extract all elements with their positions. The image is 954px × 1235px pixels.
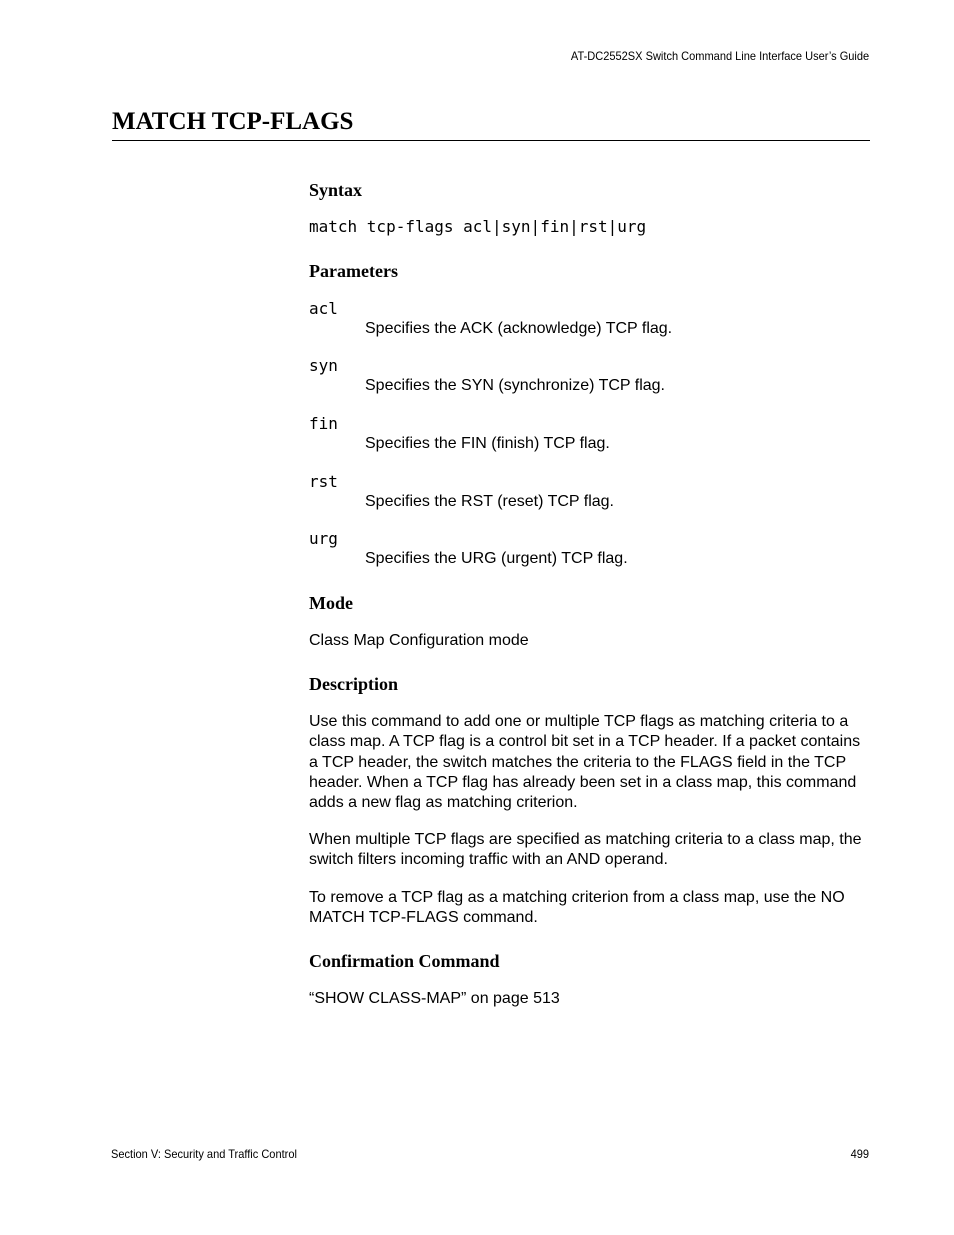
param-name-urg: urg [309, 529, 338, 548]
param-name-syn: syn [309, 356, 338, 375]
param-desc-urg: Specifies the URG (urgent) TCP flag. [365, 550, 628, 567]
param-desc-acl: Specifies the ACK (acknowledge) TCP flag. [365, 320, 673, 337]
description-heading: Description [309, 674, 398, 694]
confirmation-link[interactable]: “SHOW CLASS-MAP” on page 513 [309, 990, 560, 1007]
param-desc-syn: Specifies the SYN (synchronize) TCP flag. [365, 377, 665, 394]
description-paragraph-1: Use this command to add one or multiple TCP flags as matching criteria to a class map. A TCP flag is a control bit set in a TCP header. If a packet contains a TCP header, the switch matches the criteria to the FLAGS field in the TCP header. When a TCP flag has already been set in a class map, this command adds a new flag as matching criterion. [309, 713, 861, 812]
syntax-command: match tcp-flags acl|syn|fin|rst|urg [309, 217, 647, 236]
mode-text: Class Map Configuration mode [309, 632, 529, 649]
param-name-fin: fin [309, 414, 338, 433]
title-divider [112, 140, 870, 141]
mode-heading: Mode [309, 593, 353, 613]
page-title: MATCH TCP-FLAGS [112, 108, 354, 135]
param-desc-rst: Specifies the RST (reset) TCP flag. [365, 493, 614, 510]
param-name-rst: rst [309, 472, 338, 491]
parameters-heading: Parameters [309, 261, 398, 281]
footer-section: Section V: Security and Traffic Control [111, 1147, 297, 1161]
guide-title: AT-DC2552SX Switch Command Line Interface User’s Guide [570, 49, 869, 63]
param-desc-fin: Specifies the FIN (finish) TCP flag. [365, 435, 610, 452]
confirmation-heading: Confirmation Command [309, 951, 500, 971]
param-name-acl: acl [309, 299, 338, 318]
description-paragraph-3: To remove a TCP flag as a matching criterion from a class map, use the NO MATCH TCP-FLAGS command. [309, 889, 845, 927]
description-paragraph-2: When multiple TCP flags are specified as matching criteria to a class map, the switch filters incoming traffic with an AND operand. [309, 831, 862, 869]
footer-page-number: 499 [850, 1147, 869, 1161]
syntax-heading: Syntax [309, 180, 363, 200]
